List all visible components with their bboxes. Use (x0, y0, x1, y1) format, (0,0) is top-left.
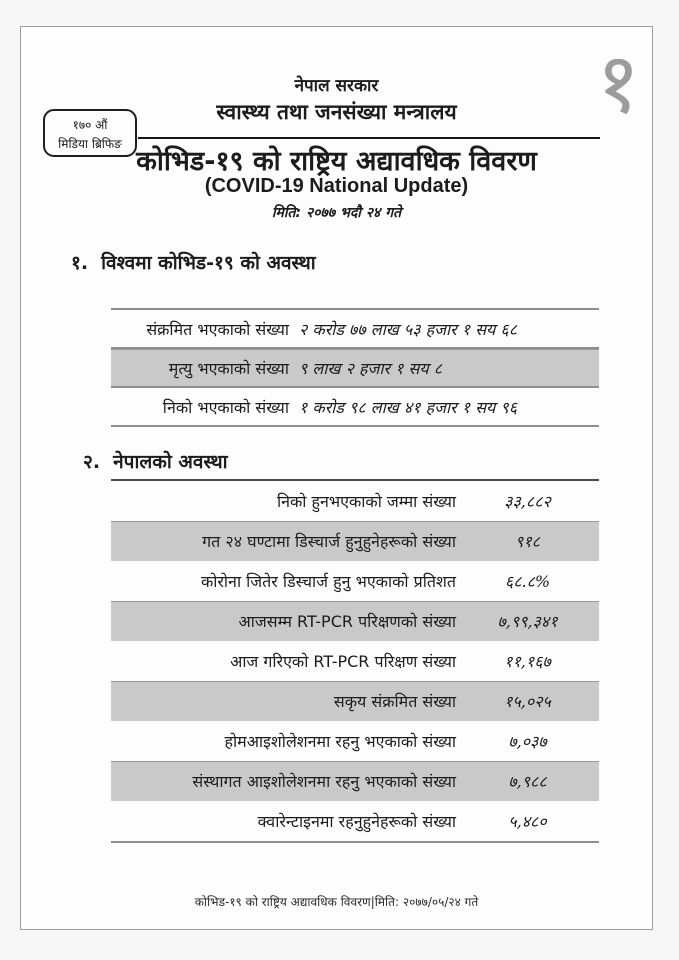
document-page (20, 26, 653, 930)
section-title: नेपालको अवस्था (113, 451, 228, 473)
table-row (111, 681, 599, 721)
page-number: १ (596, 34, 640, 132)
row-value: ७,९९,३४१ (497, 612, 558, 631)
table-row (111, 561, 599, 601)
row-label: निको हुनभएकाको जम्मा संख्या (276, 492, 456, 511)
section-number: १. (71, 252, 89, 274)
section-title: विश्वमा कोभिड-१९ को अवस्था (101, 252, 316, 274)
ministry-name: स्वास्थ्य तथा जनसंख्या मन्त्रालय (216, 100, 457, 124)
row-label: होमआइशोलेशनमा रहनु भएकाको संख्या (224, 732, 456, 751)
row-value: ९१८ (515, 532, 540, 551)
world-status-table (111, 308, 599, 427)
table-row (111, 349, 599, 388)
row-value: १५,०२५ (504, 692, 551, 711)
row-label: गत २४ घण्टामा डिस्चार्ज हुनुहुनेहरूको संख्या (202, 532, 456, 551)
table-row (111, 721, 599, 761)
row-label: निको भएकाको संख्या (162, 397, 289, 417)
header-divider (138, 137, 600, 139)
nepal-status-table (111, 479, 599, 843)
row-value: १ करोड ९८ लाख ४१ हजार १ सय ९६ (299, 397, 518, 417)
table-row (111, 601, 599, 641)
row-label: आजसम्म RT-PCR परिक्षणको संख्या (238, 612, 456, 631)
table-row (111, 801, 599, 841)
table-row (111, 388, 599, 427)
table-row (111, 521, 599, 561)
row-label: सकृय संक्रमित संख्या (333, 692, 456, 711)
document-date: मिति: २०७७ भदौ २४ गते (271, 205, 402, 221)
media-briefing-badge (43, 109, 137, 157)
row-value: ७,०३७ (508, 732, 547, 751)
document-title-english: (COVID-19 National Update) (204, 175, 469, 197)
badge-number: १७० औं (72, 118, 108, 132)
row-value: ११,१६७ (504, 652, 551, 671)
section-heading-world (71, 249, 316, 275)
row-value: ७,९८८ (508, 772, 547, 791)
table-row (111, 310, 599, 349)
row-label: कोरोना जितेर डिस्चार्ज हुनु भएकाको प्रतिशत (200, 572, 456, 591)
row-label: आज गरिएको RT-PCR परिक्षण संख्या (230, 652, 456, 671)
row-value: ९ लाख २ हजार १ सय ८ (299, 358, 443, 378)
document-title: कोभिड-१९ को राष्ट्रिय अद्यावधिक विवरण (136, 146, 537, 177)
table-row (111, 641, 599, 681)
row-value: ३३,८८२ (504, 492, 551, 511)
row-value: ६८.८% (504, 572, 551, 591)
section-heading-nepal (83, 448, 228, 474)
row-label: संक्रमित भएकाको संख्या (146, 319, 289, 339)
table-row (111, 761, 599, 801)
section-number: २. (83, 451, 101, 473)
row-value: २ करोड ७७ लाख ५३ हजार १ सय ६८ (299, 319, 518, 339)
row-value: ५,४८० (508, 812, 547, 831)
row-label: क्वारेन्टाइनमा रहनुहुनेहरूको संख्या (257, 812, 456, 831)
row-label: संस्थागत आइशोलेशनमा रहनु भएकाको संख्या (192, 772, 456, 791)
footer-text: कोभिड-१९ को राष्ट्रिय अद्यावधिक विवरण|मिति: २०७७/०५/२४ गते (194, 895, 479, 909)
government-name: नेपाल सरकार (294, 76, 379, 96)
row-label: मृत्यु भएकाको संख्या (168, 358, 289, 378)
badge-label: मिडिया ब्रिफिङ (58, 137, 122, 152)
table-row (111, 481, 599, 521)
